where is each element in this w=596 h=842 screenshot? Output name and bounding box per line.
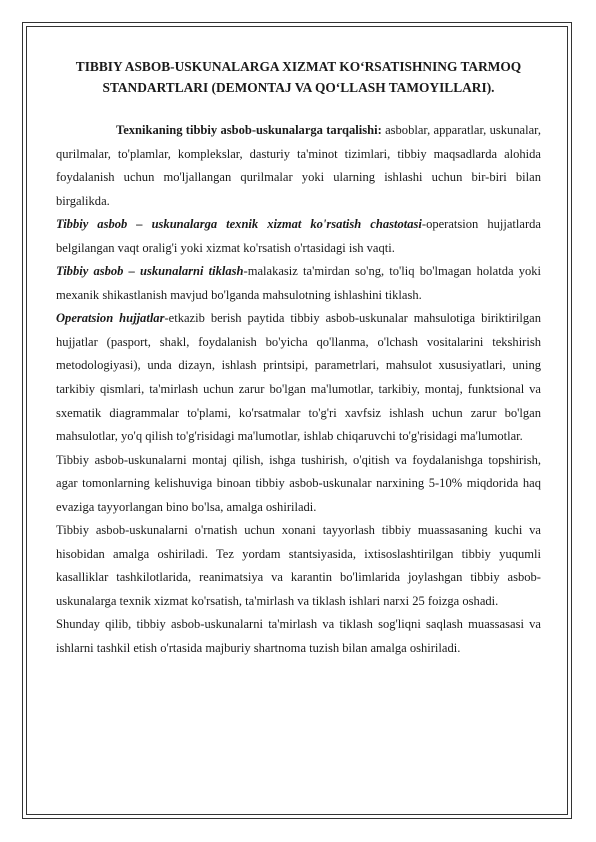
paragraph-maintenance-frequency (56, 213, 541, 260)
paragraph-restoration (56, 260, 541, 307)
paragraph-distribution (56, 119, 541, 213)
paragraph-room-preparation: Tibbiy asbob-uskunalarni o'rnatish uchun xonani tayyorlash tibbiy muassasaning kuchi va hisobidan amalga oshiriladi. Tez yordam stantsiyasida, ixtisoslashtirilgan tibbiy yuqumli kasalliklar tashkilotlarida, reanimatsiya va karantin bo'limlarida joylashgan tibbiy asbob-uskunalarga texnik xizmat ko'rsatish, ta'mirlash va tiklash ishlari narxi 25 foizga oshadi. (56, 523, 541, 608)
definition-distribution: asboblar, apparatlar, uskunalar, qurilmalar, to'plamlar, komplekslar, dasturiy ta'minot tizimlari, tibbiy maqsadlarda alohida foydalanish uchun mo'ljallangan qurilmalar yoki ularning ishlashi uchun bir-biri bilan birgalikda. (56, 123, 541, 208)
definition-operational-docs: -etkazib berish paytida tibbiy asbob-uskunalar mahsulotiga biriktirilgan hujjatlar (pasport, shakl, foydalanish bo'yicha qo'llanma, o'lchash vositalarini tekshirish metodologiyasi), unda dizayn, ishlash printsipi, parametrlari, mahsulot xususiyatlari, uning tarkibiy qismlari, ta'mirlash uchun zarur bo'lgan ma'lumotlar, tarkibiy, montaj, funktsional va sxematik diagrammalar to'plami, ko'rsatmalar to'g'ri xavfsiz ishlash uchun zarur bo'lgan mahsulotlar, yo'q qilish to'g'risidagi ma'lumotlar, ishlab chiqaruvchi to'g'risidagi ma'lumotlar. (56, 311, 542, 444)
document-title: TIBBIY ASBOB-USKUNALARGA XIZMAT KO‘RSATISHNING TARMOQ STANDARTLARI (DEMONTAJ VA QO‘LLASH TAMOYILLARI). (75, 59, 522, 95)
paragraph-installation: Tibbiy asbob-uskunalarni montaj qilish, ishga tushirish, o'qitish va foydalanishga topshirish, agar tomonlarning kelishuviga binoan tibbiy asbob-uskunalar narxining 5-10% miqdorida haq evaziga tayyorlangan bino bo'lsa, amalga oshiriladi. (56, 452, 541, 514)
term-restoration: Tibbiy asbob – uskunalarni tiklash (56, 264, 244, 279)
document-body (56, 56, 541, 661)
paragraph-conclusion: Shunday qilib, tibbiy asbob-uskunalarni ta'mirlash va tiklash sog'liqni saqlash muassasasi va ishlarni tashkil etish o'rtasida majburiy shartnoma tuzish bilan amalga oshiriladi. (56, 617, 541, 656)
term-distribution: Texnikaning tibbiy asbob-uskunalarga tarqalishi: (116, 123, 382, 137)
term-maintenance-frequency: Tibbiy asbob – uskunalarga texnik xizmat ko'rsatish chastotasi (56, 217, 422, 232)
paragraph-operational-docs (56, 307, 541, 448)
term-operational-docs: Operatsion hujjatlar (56, 311, 165, 326)
definition-restoration: -malakasiz ta'mirdan so'ng, to'liq bo'lmagan holatda yoki mexanik shikastlanish mavjud bo'lganda mahsulotning ishlashini tiklash. (56, 264, 542, 302)
definition-maintenance-frequency: -operatsion hujjatlarda belgilangan vaqt oralig'i yoki xizmat ko'rsatish o'rtasidagi ish vaqti. (56, 217, 541, 255)
